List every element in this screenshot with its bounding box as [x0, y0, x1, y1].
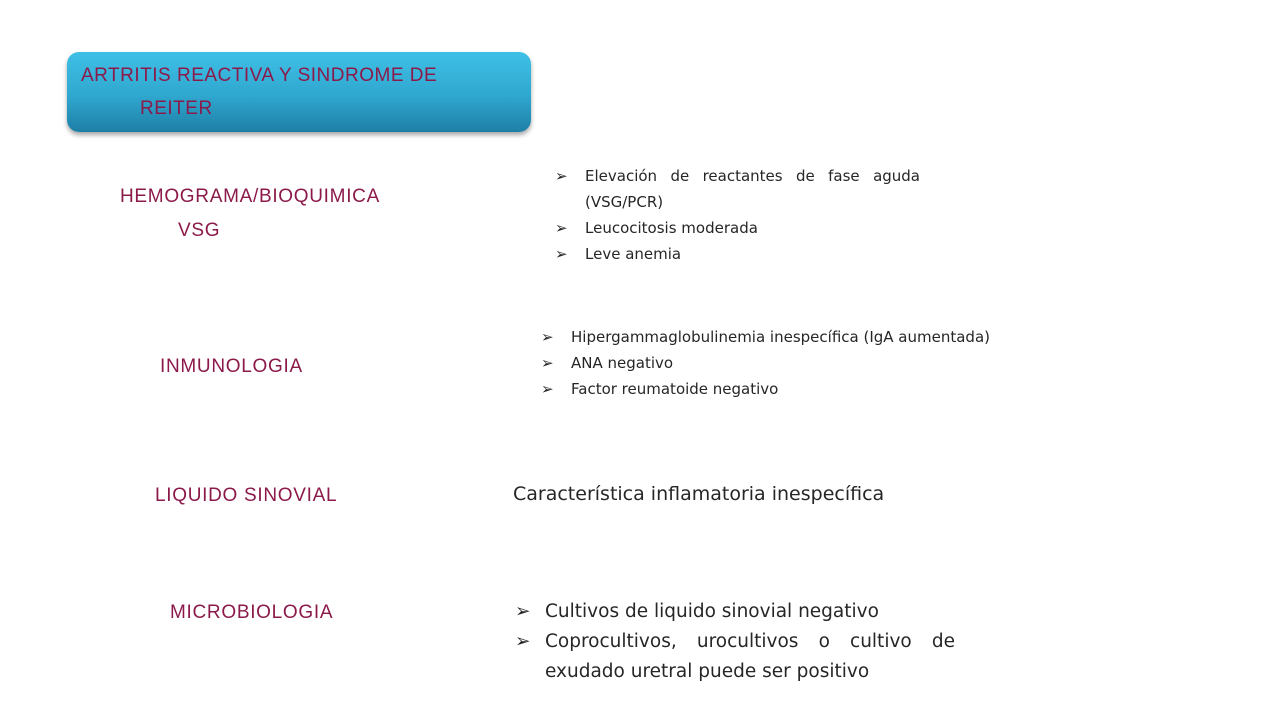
- arrow-bullet-icon: ➢: [541, 328, 554, 346]
- title-line-2: REITER: [140, 98, 213, 119]
- vsg-label: VSG: [178, 220, 221, 241]
- inmunologia-label: INMUNOLOGIA: [160, 356, 303, 377]
- arrow-bullet-icon: ➢: [555, 245, 568, 263]
- title-banner: [67, 52, 531, 132]
- list-item: ➢ Coprocultivos, urocultivos o cultivo de exudado uretral puede ser positivo: [515, 627, 955, 687]
- list-item: ➢ Hipergammaglobulinemia inespecífica (IgA aumentada): [541, 324, 1041, 350]
- hemograma-list: [555, 163, 920, 267]
- arrow-bullet-icon: ➢: [555, 219, 568, 237]
- list-item: ➢ Leve anemia: [555, 241, 920, 267]
- arrow-bullet-icon: ➢: [555, 167, 568, 185]
- arrow-bullet-icon: ➢: [515, 601, 531, 622]
- liquido-sinovial-label: LIQUIDO SINOVIAL: [155, 485, 338, 506]
- microbiologia-list: [515, 597, 955, 687]
- list-item: ➢ Factor reumatoide negativo: [541, 376, 1041, 402]
- microbiologia-label: MICROBIOLOGIA: [170, 602, 334, 623]
- inmunologia-list: [541, 324, 1041, 402]
- arrow-bullet-icon: ➢: [541, 354, 554, 372]
- arrow-bullet-icon: ➢: [541, 380, 554, 398]
- list-item: ➢ Elevación de reactantes de fase aguda (VSG/PCR): [555, 163, 920, 215]
- hemograma-label: HEMOGRAMA/BIOQUIMICA: [120, 186, 380, 207]
- list-item: ➢ Leucocitosis moderada: [555, 215, 920, 241]
- arrow-bullet-icon: ➢: [515, 631, 531, 652]
- title-line-1: ARTRITIS REACTIVA Y SINDROME DE: [81, 65, 438, 86]
- list-item: ➢ ANA negativo: [541, 350, 1041, 376]
- liquido-sinovial-text: Característica inflamatoria inespecífica: [513, 483, 885, 505]
- list-item: ➢ Cultivos de liquido sinovial negativo: [515, 597, 955, 627]
